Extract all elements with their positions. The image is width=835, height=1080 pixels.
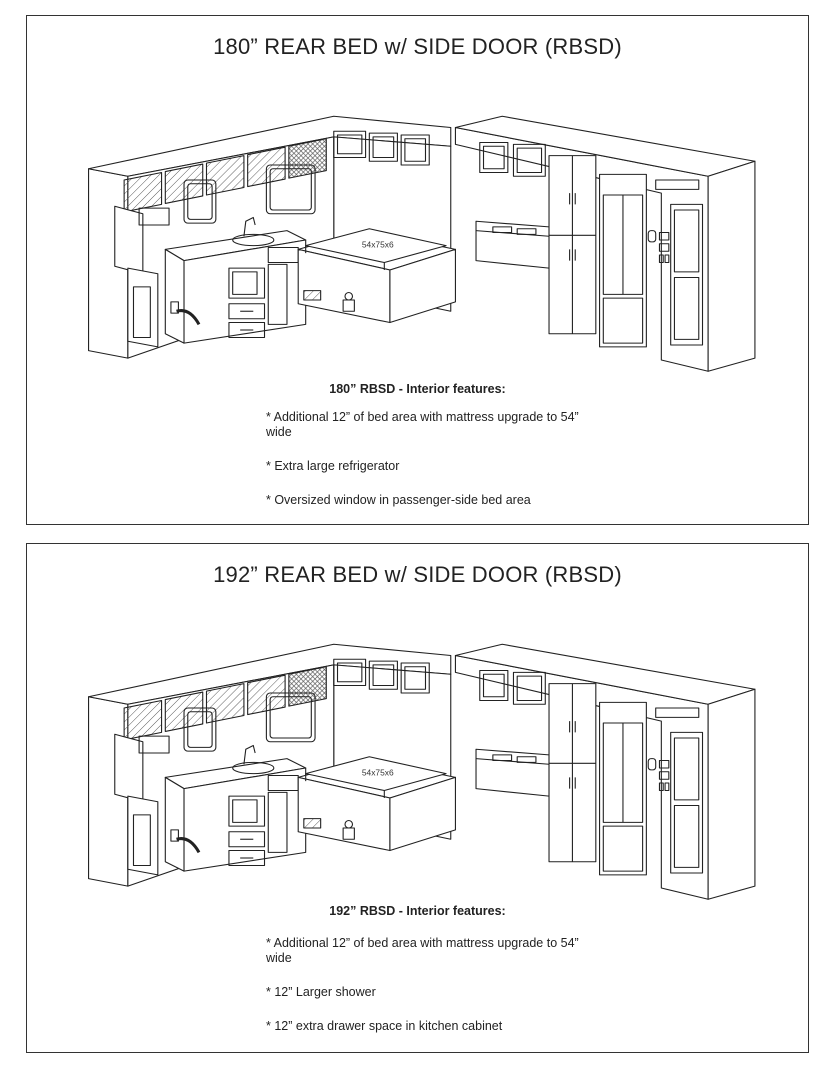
feature-item: * Oversized window in passenger-side bed area <box>266 493 531 507</box>
mattress-size-label: 54x75x6 <box>361 239 394 250</box>
floorplan-panel-192 <box>26 543 809 1053</box>
feature-item: * 12” extra drawer space in kitchen cabinet <box>266 1019 503 1033</box>
features-list <box>266 936 596 1053</box>
interior-illustration <box>53 90 783 390</box>
panel-title: 180” REAR BED w/ SIDE DOOR (RBSD) <box>213 34 622 59</box>
features-heading: 180” RBSD - Interior features: <box>329 382 506 396</box>
interior-illustration <box>53 618 783 918</box>
panel-title: 192” REAR BED w/ SIDE DOOR (RBSD) <box>213 562 622 587</box>
mattress-size-label: 54x75x6 <box>361 767 394 778</box>
floorplan-panel-180 <box>26 15 809 525</box>
feature-item: * Additional 12” of bed area with mattress upgrade to 54” wide <box>266 410 579 439</box>
feature-item: * Additional 12” of bed area with mattress upgrade to 54” wide <box>266 936 579 965</box>
features-heading: 192” RBSD - Interior features: <box>329 904 506 918</box>
feature-item: * Extra large refrigerator <box>266 459 400 473</box>
feature-item: * 12” Larger shower <box>266 985 376 999</box>
features-list <box>266 410 596 527</box>
